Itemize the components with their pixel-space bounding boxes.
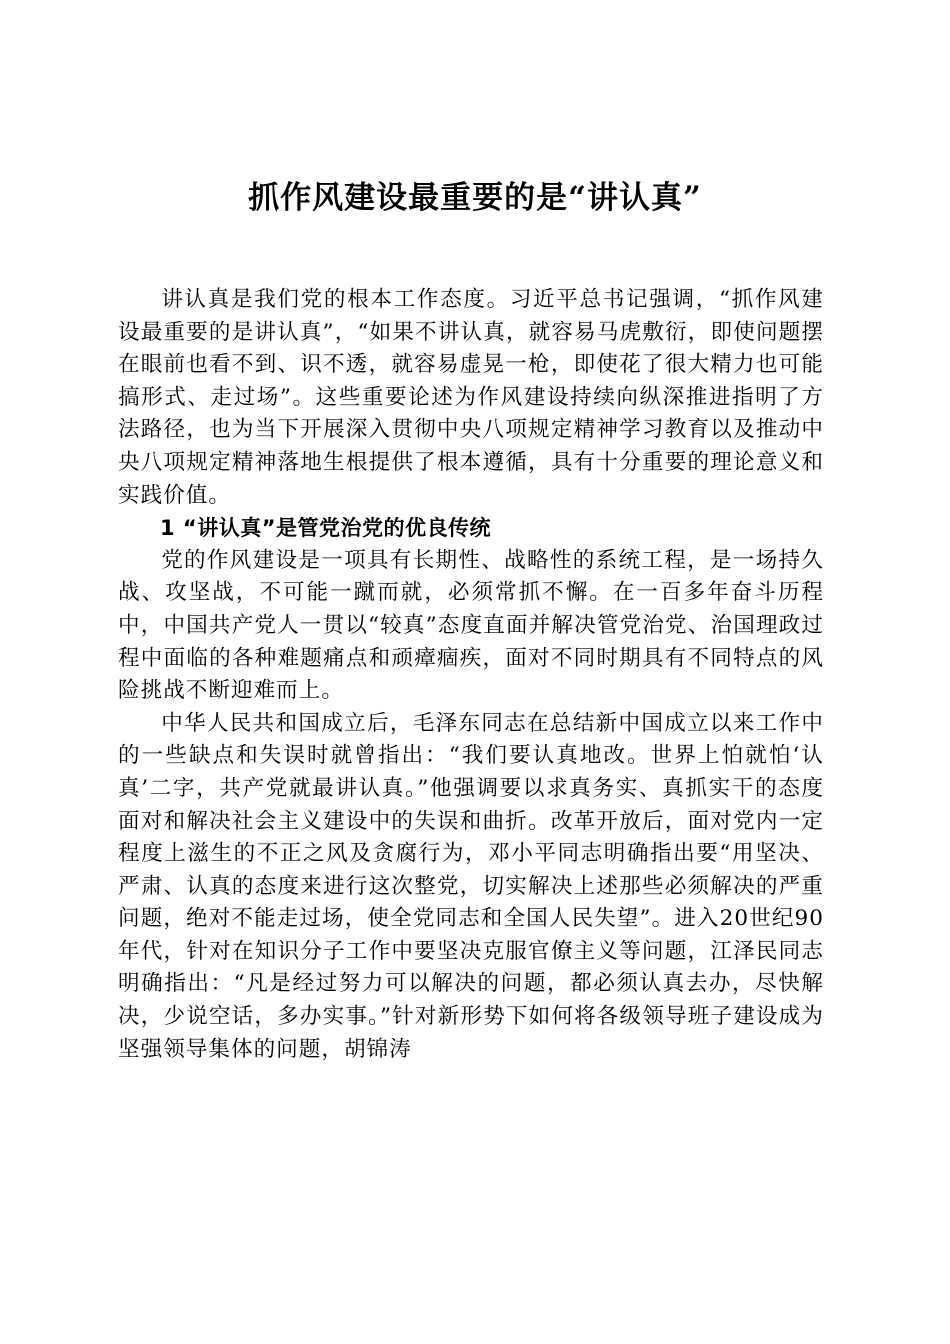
document-body xyxy=(118,284,824,1066)
section-heading: 1 “讲认真”是管党治党的优良传统 xyxy=(160,516,492,541)
section-paragraph: 党的作风建设是一项具有长期性、战略性的系统工程，是一场持久战、攻坚战，不可能一蹴而就，必须常抓不懈。在一百多年奋斗历程中，中国共产党人一贯以“较真”态度直面并解决管党治党、治国理政过程中面临的各种难题痛点和顽瘴痼疾，面对不同时期具有不同特点的风险挑战不断迎难而上。 xyxy=(118,547,824,704)
document-title: 抓作风建设最重要的是“讲认真” xyxy=(248,180,702,216)
intro-paragraph: 讲认真是我们党的根本工作态度。习近平总书记强调，“抓作风建设最重要的是讲认真”，“如果不讲认真，就容易马虎敷衍，即使问题摆在眼前也看不到、识不透，就容易虚晃一枪，即使花了很大精力也可能搞形式、走过场”。这些重要论述为作风建设持续向纵深推进指明了方法路径，也为当下开展深入贯彻中央八项规定精神学习教育以及推动中央八项规定精神落地生根提供了根本遵循，具有十分重要的理论意义和实践价值。 xyxy=(118,287,824,508)
section-paragraph: 中华人民共和国成立后，毛泽东同志在总结新中国成立以来工作中的一些缺点和失误时就曾指出：“我们要认真地改。世界上怕就怕‘认真’二字，共产党就最讲认真。”他强调要以求真务实、真抓实干的态度面对和解决社会主义建设中的失误和曲折。改革开放后，面对党内一定程度上滋生的不正之风及贪腐行为，邓小平同志明确指出要“用坚决、严肃、认真的态度来进行这次整党，切实解决上述那些必须解决的严重问题，绝对不能走过场，使全党同志和全国人民失望”。进入20世纪90年代，针对在知识分子工作中要坚决克服官僚主义等问题，江泽民同志明确指出：“凡是经过努力可以解决的问题，都必须认真去办，尽快解决，少说空话，多办实事。”针对新形势下如何将各级领导班子建设成为坚强领导集体的问题，胡锦涛 xyxy=(118,710,824,1062)
